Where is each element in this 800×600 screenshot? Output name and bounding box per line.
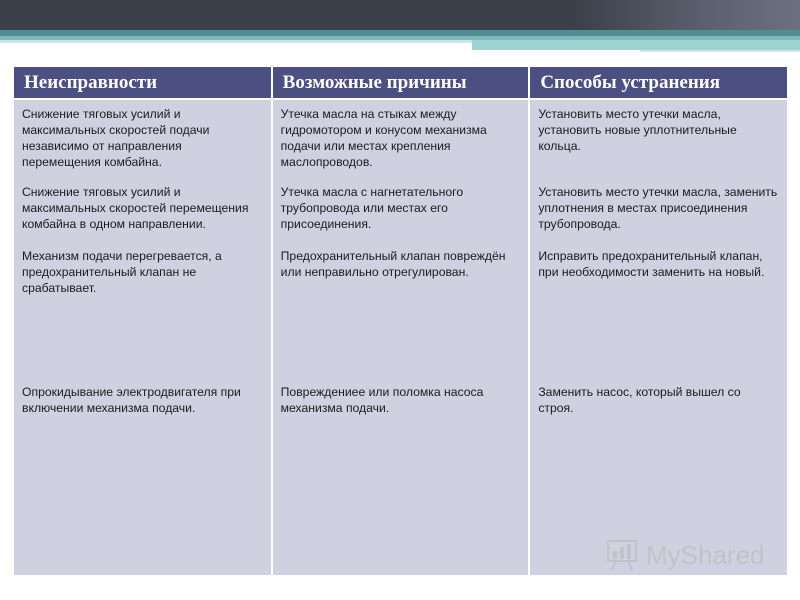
cause-text: Предохранительный клапан повреждён или неправильно отрегулирован.: [280, 249, 506, 279]
header-remedies: Способы устранения: [529, 67, 787, 99]
cause-text: Утечка масла на стыках между гидромотором и конусом механизма подачи или местах крепления маслопроводов.: [280, 107, 487, 169]
remedy-text: Заменить насос, который вышел со строя.: [538, 385, 741, 415]
table-header-row: [14, 67, 787, 99]
fault-text: Механизм подачи перегревается, а предохранительный клапан не срабатывает.: [22, 249, 222, 295]
remedies-cell: [529, 99, 787, 575]
fault-text: Опрокидывание электродвигателя при включении механизма подачи.: [22, 385, 241, 415]
fault-text: Снижение тяговых усилий и максимальных скоростей перемещения комбайна в одном направлении.: [22, 185, 249, 231]
faults-table: [14, 67, 787, 575]
remedy-text: Исправить предохранительный клапан, при необходимости заменить на новый.: [538, 249, 765, 279]
faults-cell: [14, 99, 272, 575]
chart-bars-icon: [606, 538, 640, 572]
cause-text: Повреждениее или поломка насоса механизма подачи.: [280, 385, 484, 415]
remedy-text: Установить место утечки масла, заменить уплотнения в местах присоединения трубопровода.: [538, 185, 778, 231]
watermark-logo: [606, 536, 776, 572]
watermark-text: MyShared: [646, 540, 765, 570]
cause-text: Утечка масла с нагнетательного трубопровода или местах его присоединения.: [280, 185, 464, 231]
causes-cell: [272, 99, 530, 575]
fault-text: Снижение тяговых усилий и максимальных скоростей подачи независимо от направления перемещения комбайна.: [22, 107, 210, 169]
header-faults: Неисправности: [14, 67, 272, 99]
remedy-text: Установить место утечки масла, установить новые уплотнительные кольца.: [538, 107, 737, 153]
table-row: [14, 99, 787, 575]
header-causes: Возможные причины: [272, 67, 530, 99]
